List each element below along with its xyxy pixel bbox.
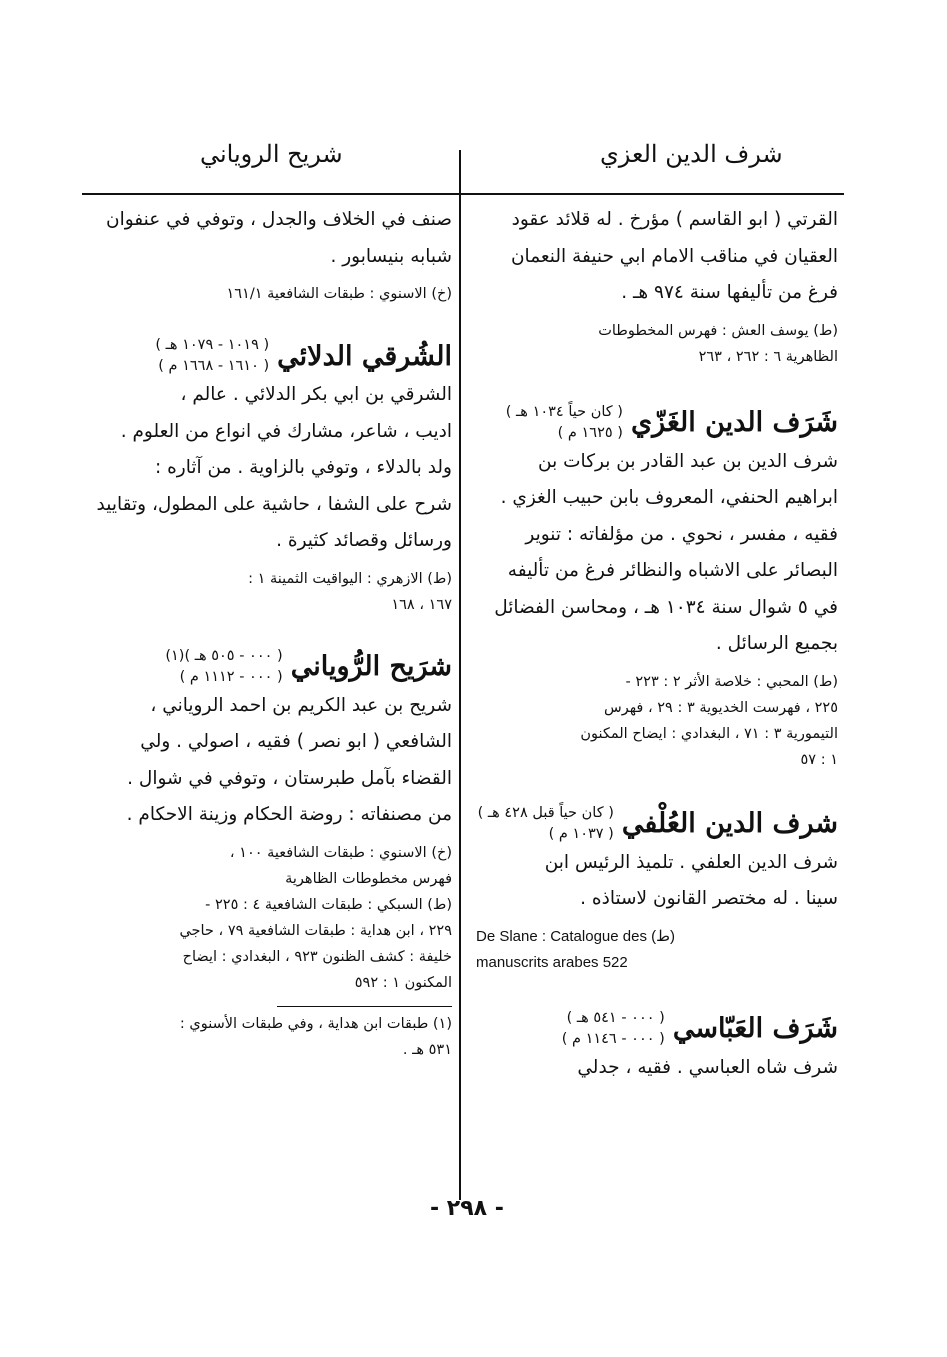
entry-dates — [165, 646, 282, 688]
dates-hijri: ( ٠٠٠ - ٥٠٥ هـ )(١) — [165, 647, 283, 664]
reference-line: ٢٢٥ ، فهرست الخديوية ٣ : ٢٩ ، فهرس — [604, 699, 838, 716]
reference-line: (خ) الاسنوي : طبقات الشافعية ١٦١/١ — [226, 286, 452, 302]
entry-dates — [155, 335, 269, 377]
text-line: شريح بن عبد الكريم بن احمد الروياني ، — [150, 694, 452, 716]
entry-title: الشُرقي الدلائي — [277, 340, 452, 372]
entry-title: شَرَف الدين الغَزّي — [630, 407, 838, 438]
dates-gregorian: ( ١٠٣٧ م ) — [548, 825, 614, 842]
text-line: في ٥ شوال سنة ١٠٣٤ هـ ، ومحاسن الفضائل — [494, 596, 838, 618]
entry-dates — [506, 402, 623, 444]
text-line: بجميع الرسائل . — [715, 633, 838, 654]
text-line: البصائر على الاشباه والنظائر فرغ من تأليفه — [507, 560, 838, 581]
text-line: الشافعي ( ابو نصر ) فقيه ، اصولي . ولي — [140, 731, 452, 752]
text-line: شرح على الشفا ، حاشية على المطول، وتقاييد — [96, 493, 452, 515]
dates-gregorian: ( ٠٠٠ - ١١١٢ م ) — [179, 668, 283, 685]
text-line: فرغ من تأليفها سنة ٩٧٤ هـ . — [621, 282, 838, 303]
dates-hijri: ( ١٠١٩ - ١٠٧٩ هـ ) — [155, 337, 270, 353]
entry-heading — [92, 646, 452, 688]
dates-gregorian: ( ٠٠٠ - ١١٤٦ م ) — [561, 1030, 665, 1047]
footnote-line: (١) طبقات ابن هداية ، وفي طبقات الأسنوي : — [179, 1015, 452, 1032]
text-line: شرف الدين بن عبد القادر بن بركات بن — [538, 450, 838, 472]
dates-gregorian: ( ١٦١٠ - ١٦٦٨ م ) — [158, 358, 270, 374]
reference-line: فهرس مخطوطات الظاهرية — [285, 870, 452, 887]
entry-heading — [476, 402, 838, 444]
text-line: ورسائل وقصائد كثيرة . — [276, 530, 452, 551]
dates-gregorian: ( ١٦٢٥ م ) — [557, 424, 623, 441]
dates-hijri: ( كان حياً قبل ٤٢٨ هـ ) — [477, 804, 614, 821]
text-line: شرف شاه العباسي . فقيه ، جدلي — [577, 1056, 838, 1078]
text-line: من مصنفاته : روضة الحكام وزينة الاحكام . — [126, 804, 452, 825]
dates-hijri: ( ٠٠٠ - ٥٤١ هـ ) — [566, 1009, 665, 1026]
latin-reference-line: manuscrits arabes 522 — [476, 953, 628, 971]
text-line: صنف في الخلاف والجدل ، وتوفي في عنفوان — [105, 209, 452, 230]
entry-heading — [92, 335, 452, 377]
text-line: العقيان في مناقب الامام ابي حنيفة النعمان — [510, 245, 838, 267]
reference-line: ١٦٧ ، ١٦٨ — [391, 596, 452, 613]
text-line: القرتي ( ابو القاسم ) مؤرخ . له قلائد عقود — [511, 209, 838, 230]
latin-reference-line: De Slane : Catalogue des (ط) — [476, 927, 675, 945]
reference-line: (ط) السبكي : طبقات الشافعية ٤ : ٢٢٥ - — [205, 896, 452, 913]
text-line: الشرقي بن ابي بكر الدلائي . عالم ، — [180, 384, 452, 405]
right-column — [476, 202, 838, 1086]
reference-line: خليفة : كشف الظنون ٩٢٣ ، البغدادي : ايضاح — [182, 948, 452, 965]
text-line: اديب ، شاعر، مشارك في انواع من العلوم . — [120, 420, 452, 442]
text-line: ابراهيم الحنفي، المعروف بابن حبيب الغزي . — [500, 487, 838, 508]
entry-heading — [476, 1008, 838, 1050]
running-header-right: شرف الدين العزي — [600, 140, 783, 168]
text-line: سينا . له مختصر القانون لاستاذه . — [580, 888, 838, 909]
entry-heading — [476, 803, 838, 845]
text-line: شبابه بنيسابور . — [330, 245, 452, 267]
running-header-left: شريح الروياني — [200, 140, 343, 168]
reference-line: (ط) المحبي : خلاصة الأثر ٢ : ٢٢٣ - — [625, 673, 838, 690]
reference-line: ١ : ٥٧ — [800, 751, 838, 768]
text-line: فقيه ، مفسر ، نحوي . من مؤلفاته : تنوير — [525, 523, 838, 545]
reference-line: التيمورية ٣ : ٧١ ، البغدادي : ايضاح المكنون — [580, 725, 838, 742]
reference-line: المكنون ١ : ٥٩٢ — [354, 974, 452, 991]
dates-hijri: ( كان حياً ١٠٣٤ هـ ) — [505, 403, 623, 420]
text-line: ولد بالدلاء ، وتوفي بالزاوية . من آثاره : — [154, 457, 452, 478]
reference-line: الظاهرية ٦ : ٢٦٢ ، ٢٦٣ — [698, 348, 838, 365]
page-number: - ٢٩٨ - — [430, 1196, 504, 1221]
reference-line: (ط) الازهري : اليواقيت الثمينة ١ : — [248, 570, 452, 587]
footnote-rule — [277, 1006, 452, 1007]
entry-dates — [478, 803, 614, 845]
entry-title: شَرَف العَبّاسي — [672, 1013, 838, 1044]
left-column — [92, 202, 452, 1063]
text-line: شرف الدين العلفي . تلميذ الرئيس ابن — [544, 851, 838, 873]
footnote-line: ٥٣١ هـ . — [402, 1041, 452, 1058]
reference-line: (ط) يوسف العش : فهرس المخطوطات — [598, 322, 838, 339]
entry-dates — [562, 1008, 665, 1050]
text-line: القضاء بآمل طبرستان ، وتوفي في شوال . — [127, 767, 452, 789]
header-rule — [82, 193, 844, 195]
reference-line: ٢٢٩ ، ابن هداية : طبقات الشافعية ٧٩ ، حاجي — [179, 922, 452, 939]
entry-title: شرف الدين العُلْفي — [621, 808, 838, 839]
entry-title: شرَيح الرُّوياني — [290, 651, 452, 682]
reference-line: (خ) الاسنوي : طبقات الشافعية ١٠٠ ، — [229, 844, 452, 861]
column-divider — [459, 150, 461, 1200]
